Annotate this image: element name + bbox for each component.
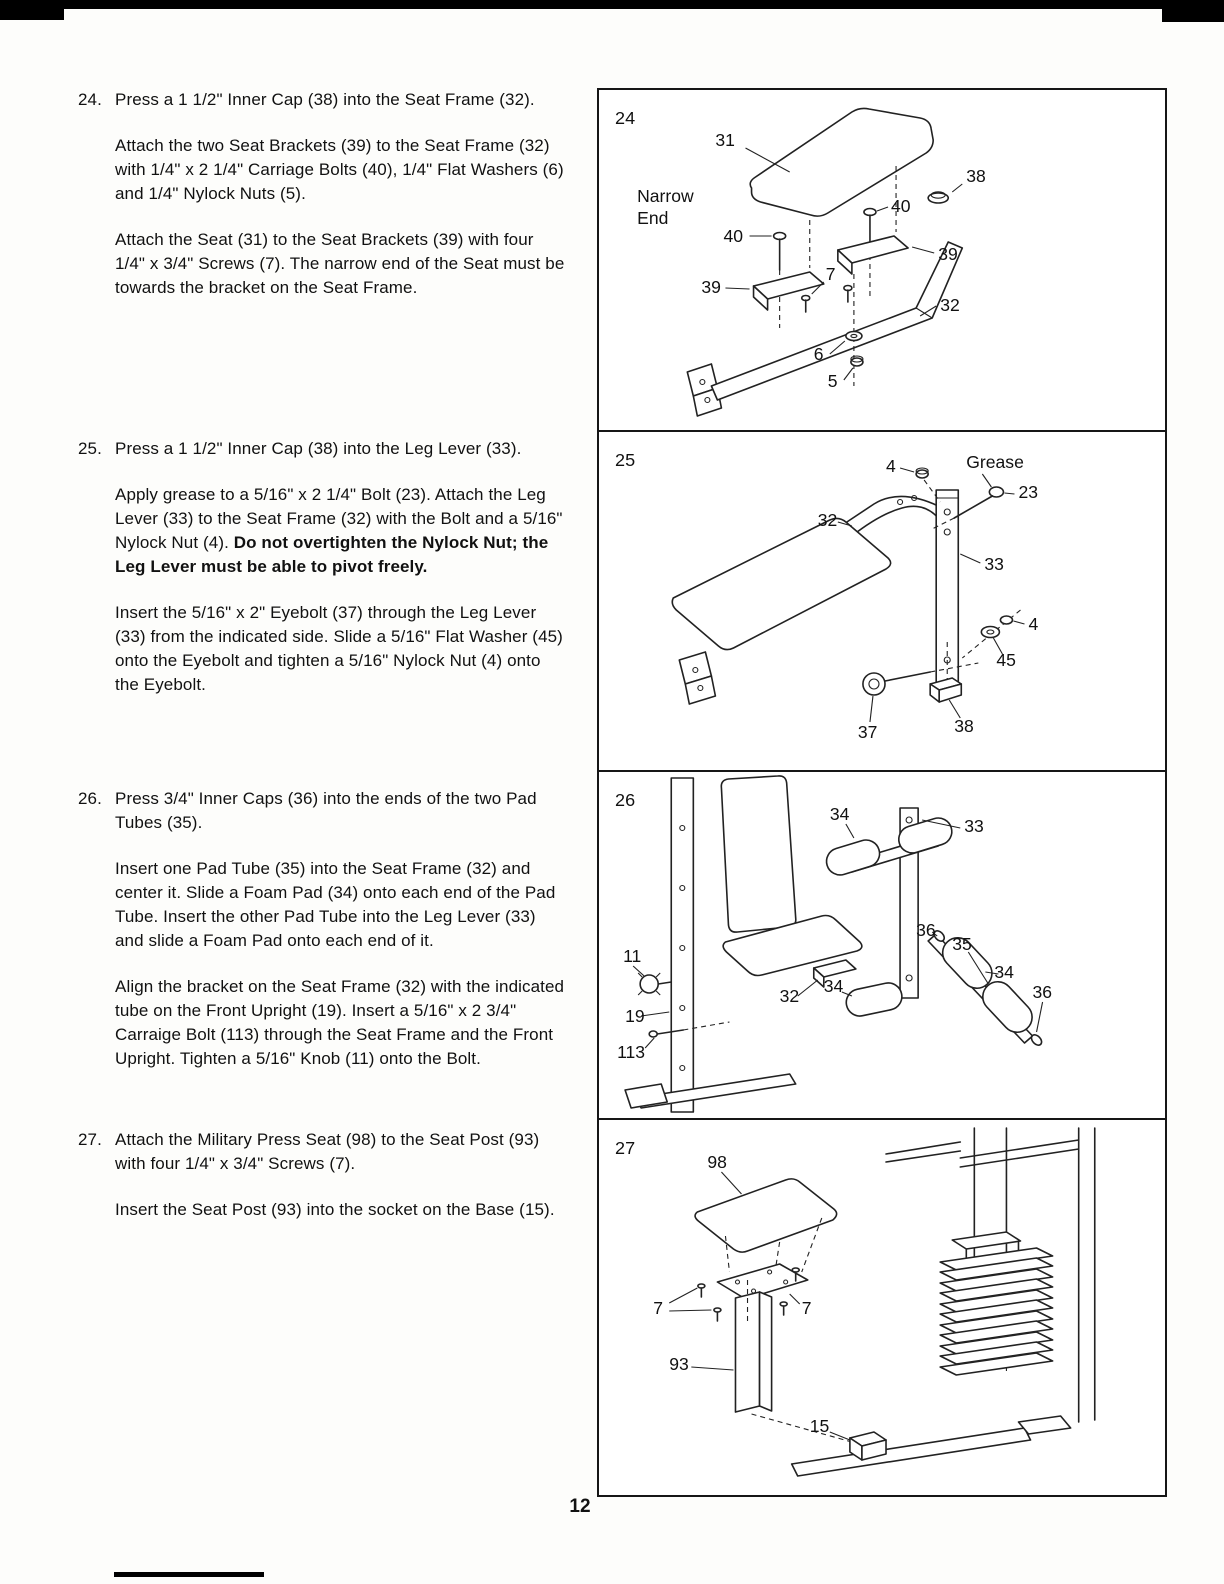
weight-stack-drawing [940,1232,1052,1375]
callout-33: 33 [984,554,1004,574]
step-paragraph [78,787,566,835]
callout-37: 37 [857,722,878,742]
scan-artifact-top [0,0,1224,9]
paragraph-text: Attach the Seat (31) to the Seat Brackets (39) with four 1/4" x 3/4" Screws (7). The narrow end of the Seat must be towards the bracket on the Seat Frame. [115,230,565,297]
step-paragraph [78,1128,566,1176]
step-paragraph [115,857,566,953]
step-number: 24. [78,90,102,109]
callout-19: 19 [625,1006,645,1026]
callout-38: 38 [954,716,974,736]
callout-32: 32 [817,510,838,530]
paragraph-bold-text: Do not overtighten the Nylock Nut; the Leg Lever must be able to pivot freely. [115,533,549,576]
callout-32: 32 [940,295,960,315]
callout-33: 33 [964,816,984,836]
callout-6: 6 [813,344,824,364]
paragraph-text: Attach the Military Press Seat (98) to the Seat Post (93) with four 1/4" x 3/4" Screws (7). [115,1130,540,1173]
callout-34-right: 34 [994,962,1014,982]
callout-15: 15 [809,1416,830,1436]
step-paragraph [78,437,566,461]
step-paragraph [115,228,566,300]
scan-artifact-top-left [0,0,64,20]
step-paragraph [115,975,566,1071]
scan-artifact-top-right [1162,0,1224,22]
paragraph-text: Apply grease to a 5/16" x 2 1/4" Bolt (23). Attach the Leg Lever (33) to the Seat Frame (32) with the Bolt and a 5/16" Nylock Nut (4). [115,485,563,552]
paragraph-text: Insert one Pad Tube (35) into the Seat Frame (32) and center it. Slide a Foam Pad (34) onto each end of the Pad Tube. Insert the other Pad Tube into the Leg Lever (33) and slide a Foam Pad onto each end of it. [115,859,556,950]
step-paragraph [115,483,566,579]
callout-31: 31 [715,130,735,150]
callout-narrow-end-line2: End [637,208,669,228]
figure-number: 27 [615,1138,636,1158]
front-upright-drawing [671,778,693,1112]
callout-39-left: 39 [701,277,721,297]
paragraph-text: Insert the 5/16" x 2" Eyebolt (37) through the Leg Lever (33) from the indicated side. Slide a 5/16" Flat Washer (45) onto the Eyebolt and tighten a 5/16" Nylock Nut (4) onto the Eyebolt. [115,603,563,694]
callout-34-left: 34 [823,976,844,996]
callout-36-upper: 36 [916,920,936,940]
seat-post-drawing [735,1280,851,1442]
callout-39-right: 39 [938,244,958,264]
figure-25 [597,430,1167,772]
step-27 [78,1128,566,1244]
figure-27 [597,1118,1167,1497]
step-paragraph [78,88,566,112]
step-25 [78,437,566,719]
callout-4-right: 4 [1028,614,1039,634]
callout-7-right: 7 [801,1298,812,1318]
paragraph-text: Press a 1 1/2" Inner Cap (38) into the Seat Frame (32). [115,90,535,109]
paragraph-text: Press 3/4" Inner Caps (36) into the ends of the two Pad Tubes (35). [115,789,537,832]
callout-40-left: 40 [723,226,743,246]
callout-5: 5 [827,371,838,391]
callout-36-lower: 36 [1032,982,1053,1002]
figure-number: 26 [615,790,636,810]
callout-34-top: 34 [829,804,850,824]
callout-35: 35 [952,934,972,954]
figure-24-drawing [599,90,1165,430]
callout-11: 11 [623,946,642,966]
callout-23: 23 [1018,482,1039,502]
callout-93: 93 [669,1354,689,1374]
page-number: 12 [569,1496,591,1517]
seat-frame-drawing [687,242,962,416]
callout-38: 38 [966,166,986,186]
figure-25-drawing [599,432,1165,770]
callout-narrow-end-line1: Narrow [637,186,694,206]
paragraph-text: Press a 1 1/2" Inner Cap (38) into the Leg Lever (33). [115,439,522,458]
paragraph-text: Attach the two Seat Brackets (39) to the Seat Frame (32) with 1/4" x 2 1/4" Carriage Bolts (40), 1/4" Flat Washers (6) and 1/4" Nylock Nuts (5). [115,136,564,203]
step-paragraph [115,1198,566,1222]
figure-24 [597,88,1167,432]
base-drawing [792,1416,1071,1476]
figure-number: 24 [615,108,636,128]
figure-27-drawing [599,1120,1165,1495]
callout-7: 7 [825,264,836,284]
callout-40-right: 40 [891,196,911,216]
step-26 [78,787,566,1093]
step-paragraph [115,134,566,206]
seat-drawing [672,518,890,649]
step-paragraph [115,601,566,697]
figure-25-callouts [818,452,1039,742]
step-number: 27. [78,1130,102,1149]
step-number: 26. [78,789,102,808]
figure-26-drawing [599,772,1165,1118]
paragraph-text: Insert the Seat Post (93) into the socket on the Base (15). [115,1200,555,1219]
base-drawing [625,1074,796,1108]
paragraph-text: Align the bracket on the Seat Frame (32) with the indicated tube on the Front Upright (19). Insert a 5/16" x 2 3/4" Carraige Bolt (113) through the Seat Frame and the Front Upright. Tighten a 5/16" Knob (11) onto the Bolt. [115,977,565,1068]
callout-32: 32 [779,986,800,1006]
step-number: 25. [78,439,102,458]
callout-45: 45 [996,650,1016,670]
figure-number: 25 [615,450,636,470]
scan-artifact-bottom [114,1572,264,1577]
callout-4-top: 4 [886,456,896,476]
callout-98: 98 [707,1152,727,1172]
callout-grease: Grease [966,452,1024,472]
figure-26 [597,770,1167,1120]
callout-113: 113 [617,1042,646,1062]
step-24 [78,88,566,322]
callout-7-left: 7 [653,1298,663,1318]
